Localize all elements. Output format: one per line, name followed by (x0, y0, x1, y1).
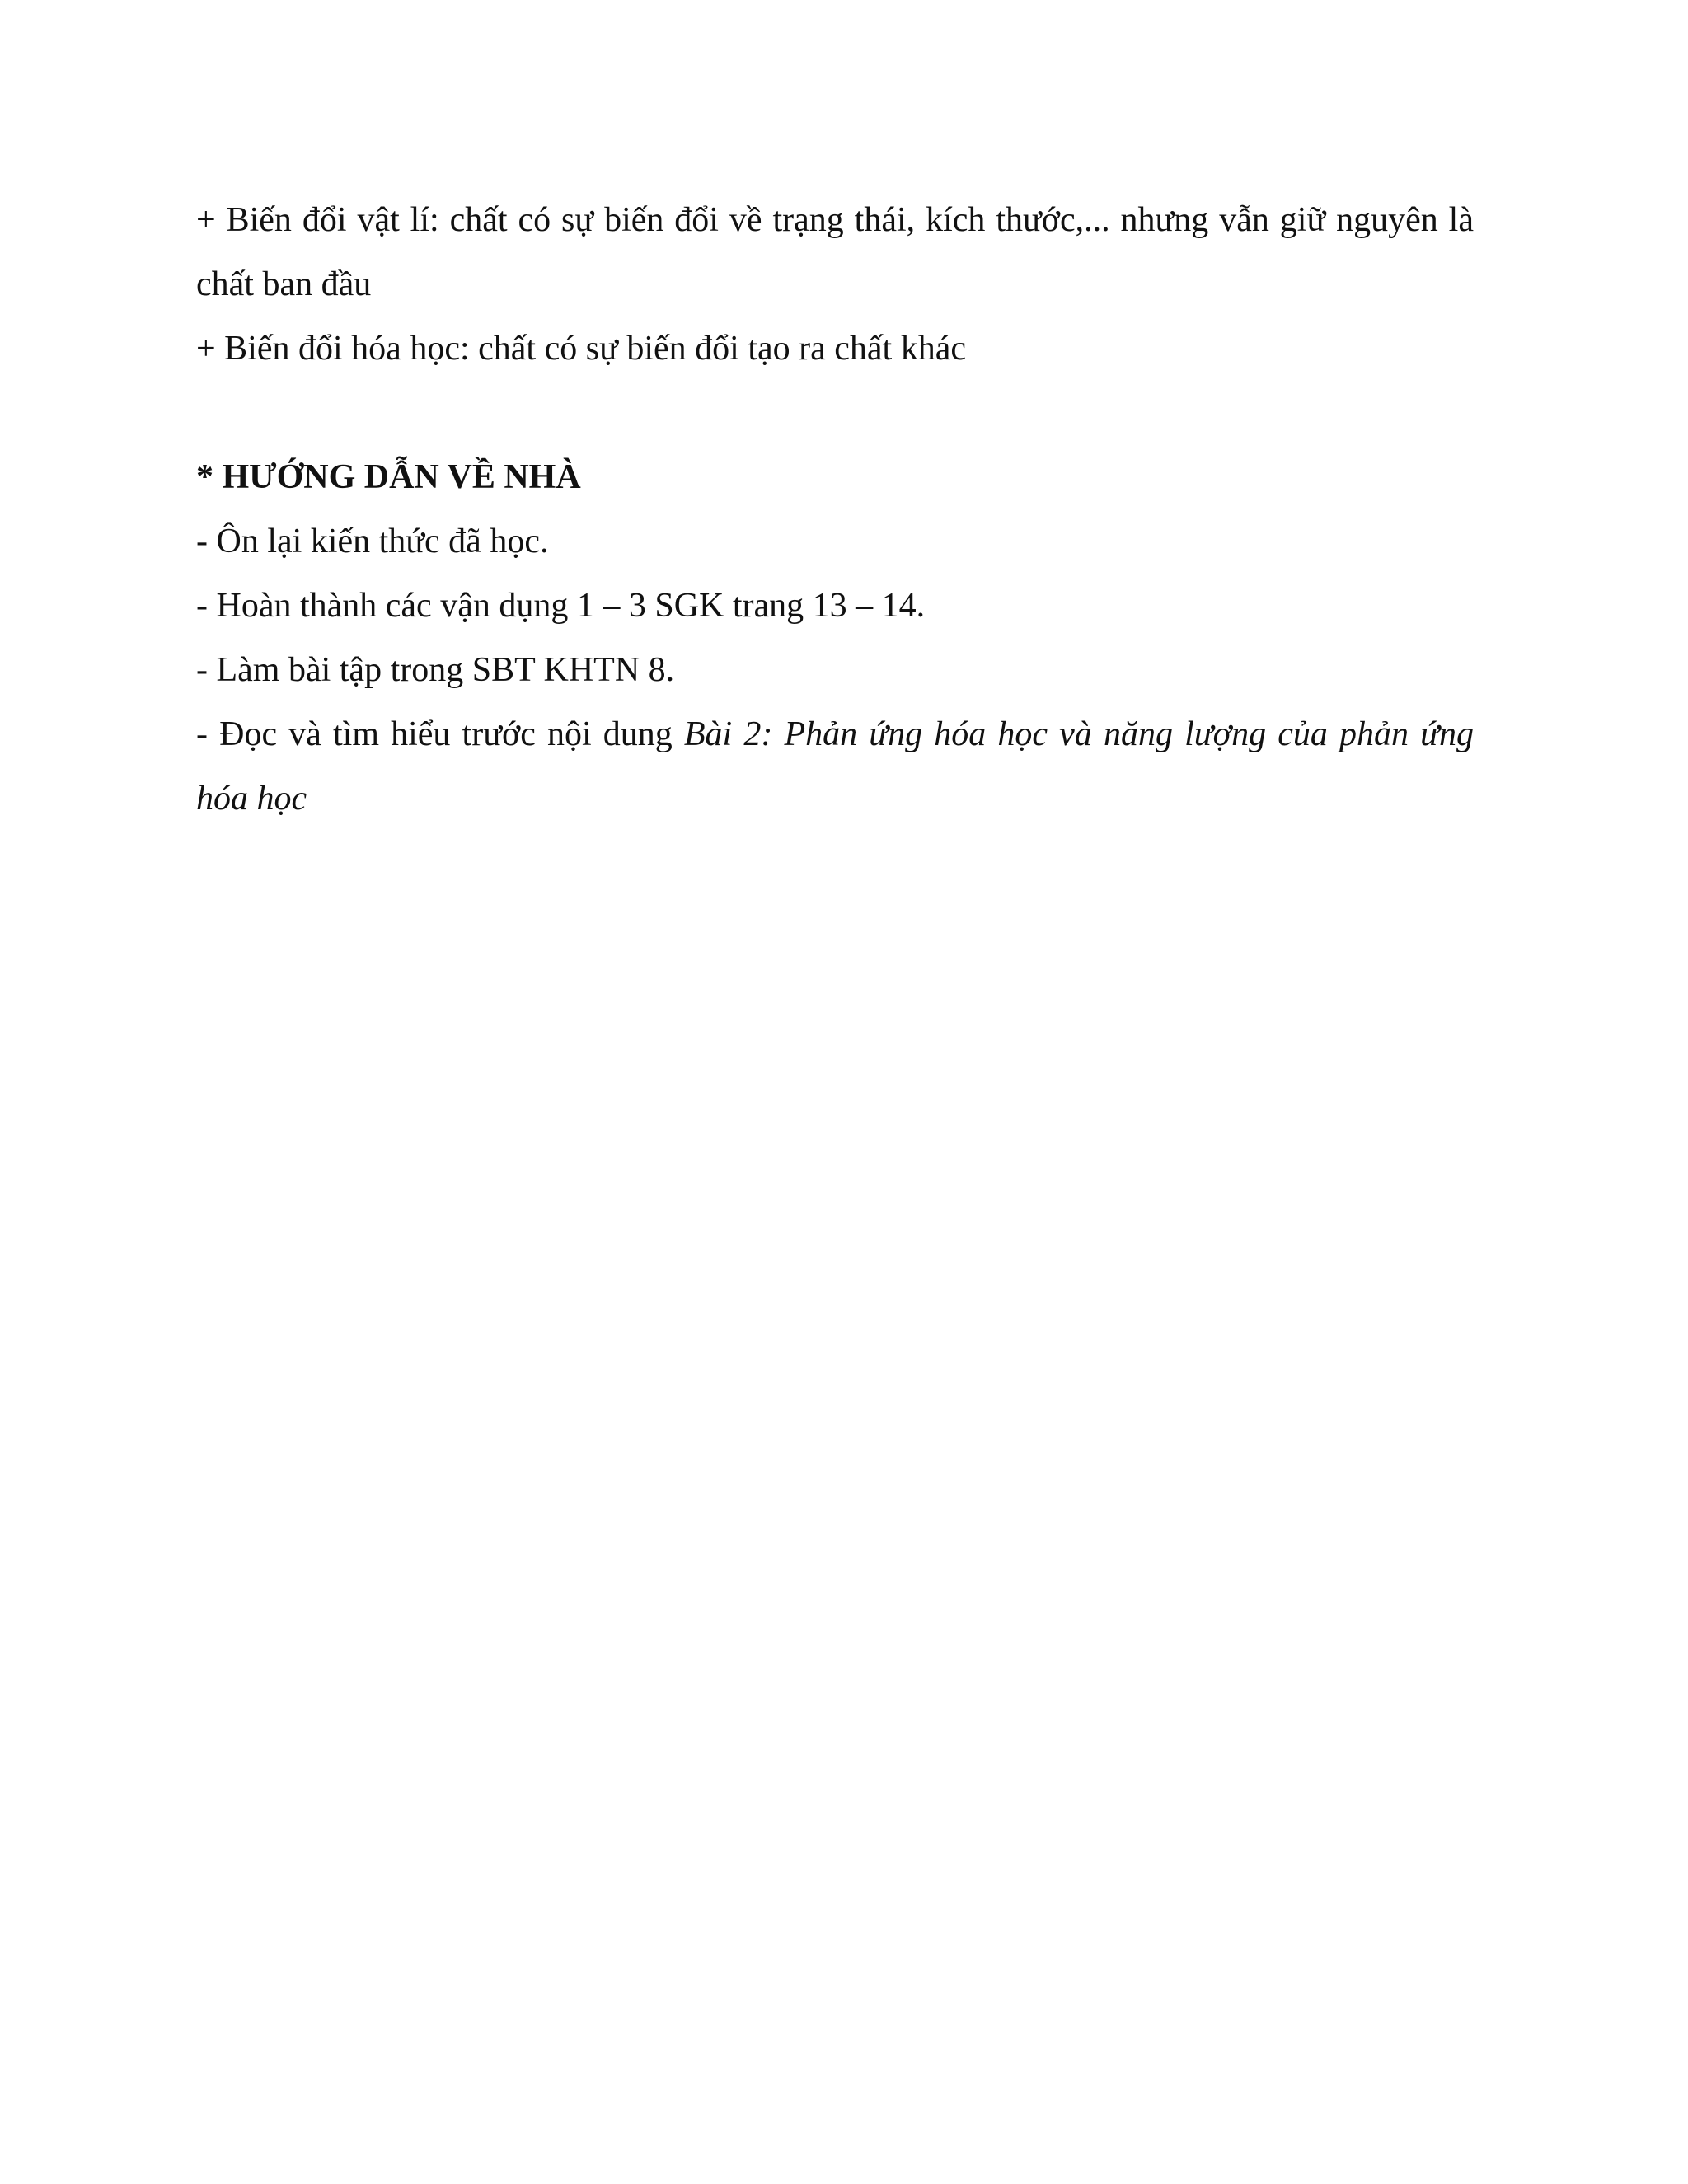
chemical-change-line: + Biến đổi hóa học: chất có sự biến đổi tạo ra chất khác (196, 330, 966, 368)
homework-heading: * HƯỚNG DẪN VỀ NHÀ (196, 458, 581, 496)
reading-title: Bài 2: Phản ứng hóa học và năng lượng của phản ứng hóa học (196, 715, 1474, 818)
page-content (196, 188, 1474, 831)
homework-item-review: - Ôn lại kiến thức đã học. (196, 523, 549, 560)
homework-item-exercises: - Hoàn thành các vận dụng 1 – 3 SGK trang 13 – 14. (196, 587, 926, 625)
homework-item-workbook: - Làm bài tập trong SBT KHTN 8. (196, 651, 675, 689)
reading-prefix: - Đọc và tìm hiểu trước nội dung (196, 715, 684, 753)
paragraph-gap (196, 381, 1474, 445)
physical-change-line: + Biến đổi vật lí: chất có sự biến đổi về trạng thái, kích thước,... nhưng vẫn giữ nguyên là chất ban đầu (196, 201, 1474, 303)
homework-item-reading (196, 702, 1474, 831)
